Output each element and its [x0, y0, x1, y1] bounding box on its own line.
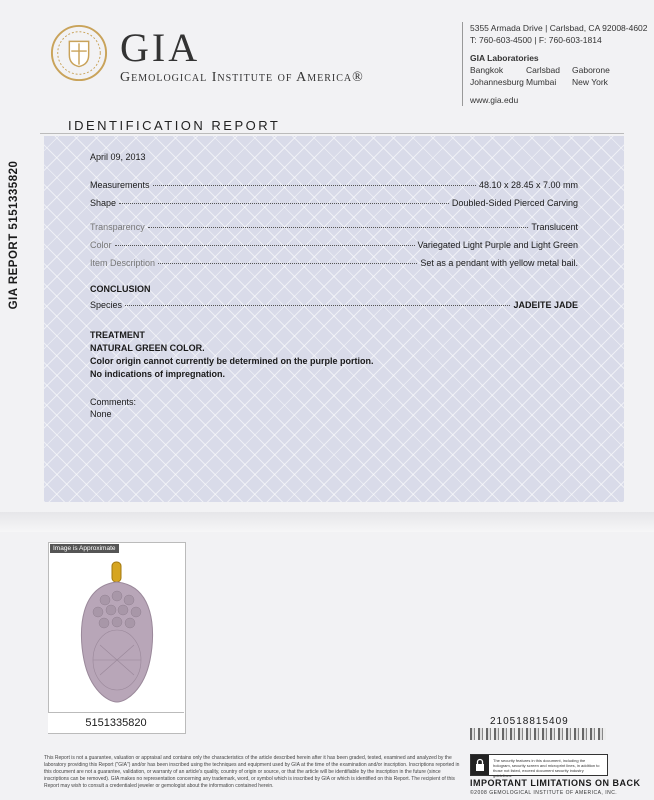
security-feature-box [470, 754, 608, 776]
side-report-text: GIA REPORT 5151335820 [8, 160, 20, 310]
paper-fold [0, 512, 654, 532]
field-label: Measurements [90, 180, 150, 190]
header-divider [462, 22, 463, 106]
lab-item: Gaborone [572, 65, 610, 75]
field-row-item-description [90, 258, 578, 268]
lab-item: Bangkok [470, 65, 504, 75]
field-label: Transparency [90, 222, 145, 232]
labs-list [470, 64, 648, 88]
leader-dots [115, 245, 415, 246]
lab-item: Johannesburg [470, 77, 524, 87]
field-value: Set as a pendant with yellow metal bail. [420, 258, 578, 268]
species-value: JADEITE JADE [513, 300, 578, 310]
conclusion-heading: CONCLUSION [90, 284, 151, 294]
brand-name: GIA [120, 25, 201, 70]
field-label: Species [90, 300, 123, 310]
treatment-heading: TREATMENT [90, 330, 145, 340]
important-limitations: IMPORTANT LIMITATIONS ON BACK [470, 778, 641, 788]
lab-item: Mumbai [526, 77, 557, 87]
title-rule [40, 133, 624, 134]
hologram-strip [470, 728, 606, 740]
phone-line: T: 760-603-4500 | F: 760-603-1814 [470, 35, 602, 45]
comments-label: Comments: [90, 397, 137, 407]
jade-pendant-image [60, 560, 174, 706]
report-title: IDENTIFICATION REPORT [68, 118, 281, 133]
leader-dots [119, 203, 449, 204]
address-block [470, 22, 648, 106]
field-row-shape [90, 198, 578, 208]
address-line: 5355 Armada Drive | Carlsbad, CA 92008-4602 [470, 23, 648, 33]
leader-dots [153, 185, 476, 186]
field-row-color [90, 240, 578, 250]
side-report-label [4, 150, 24, 320]
leader-dots [148, 227, 529, 228]
labs-title: GIA Laboratories [470, 53, 539, 63]
field-row-species [90, 300, 578, 310]
field-value: Translucent [531, 222, 578, 232]
lab-item: New York [572, 77, 608, 87]
field-row-measurements [90, 180, 578, 190]
report-date: April 09, 2013 [90, 152, 146, 162]
copyright: ©2008 GEMOLOGICAL INSTITUTE OF AMERICA, INC. [470, 790, 618, 796]
field-label: Color [90, 240, 112, 250]
barcode-number: 210518815409 [490, 716, 569, 727]
photo-label: Image is Approximate [50, 544, 119, 553]
brand-subtitle: Gemological Institute of America® [120, 70, 364, 85]
security-paper [44, 136, 624, 502]
security-note: The security features in this document, including the hologram, security screen and microprint lines, in addition to those not listed, exceed document security industry guidelines. [493, 758, 600, 778]
field-value: Variegated Light Purple and Light Green [417, 240, 578, 250]
lab-item: Carlsbad [526, 65, 561, 75]
disclaimer-text: This Report is not a guarantee, valuation or appraisal and contains only the characteristics of the article described herein after it has been graded, tested, examined and analyzed by the laboratory providing this Report ("GIA") and/or has been inscribed using the techniques and equipment used by GIA at the time of the examination and/or inscription. Inscriptions reported in this document are not a guarantee, validation, or warranty of an article's quality, country of origin or source, or that the article will be identifiable by the inscription in the future (since inscriptions can be removed). GIA makes no representation concerning any trademark, word, or symbol which is inscribed by GIA or which is identified on this Report. The recipient of this Report may wish to consult a credentialed jeweler or gemologist about the information contained herein. [44, 755, 460, 789]
leader-dots [125, 305, 510, 306]
website-link[interactable]: www.gia.edu [470, 95, 519, 105]
field-label: Shape [90, 198, 117, 208]
treatment-line-1: NATURAL GREEN COLOR. [90, 343, 205, 353]
treatment-line-3: No indications of impregnation. [90, 369, 225, 379]
photo-report-number: 5151335820 [48, 712, 184, 733]
field-value: Doubled-Sided Pierced Carving [451, 198, 578, 208]
gia-seal-logo [50, 24, 108, 82]
treatment-line-2: Color origin cannot currently be determined on the purple portion. [90, 356, 374, 366]
field-row-transparency [90, 222, 578, 232]
leader-dots [158, 263, 417, 264]
comments-value: None [90, 409, 112, 419]
lock-icon [471, 755, 489, 775]
field-label: Item Description [90, 258, 156, 268]
brand-block [120, 25, 364, 86]
field-value: 48.10 x 28.45 x 7.00 mm [478, 180, 578, 190]
